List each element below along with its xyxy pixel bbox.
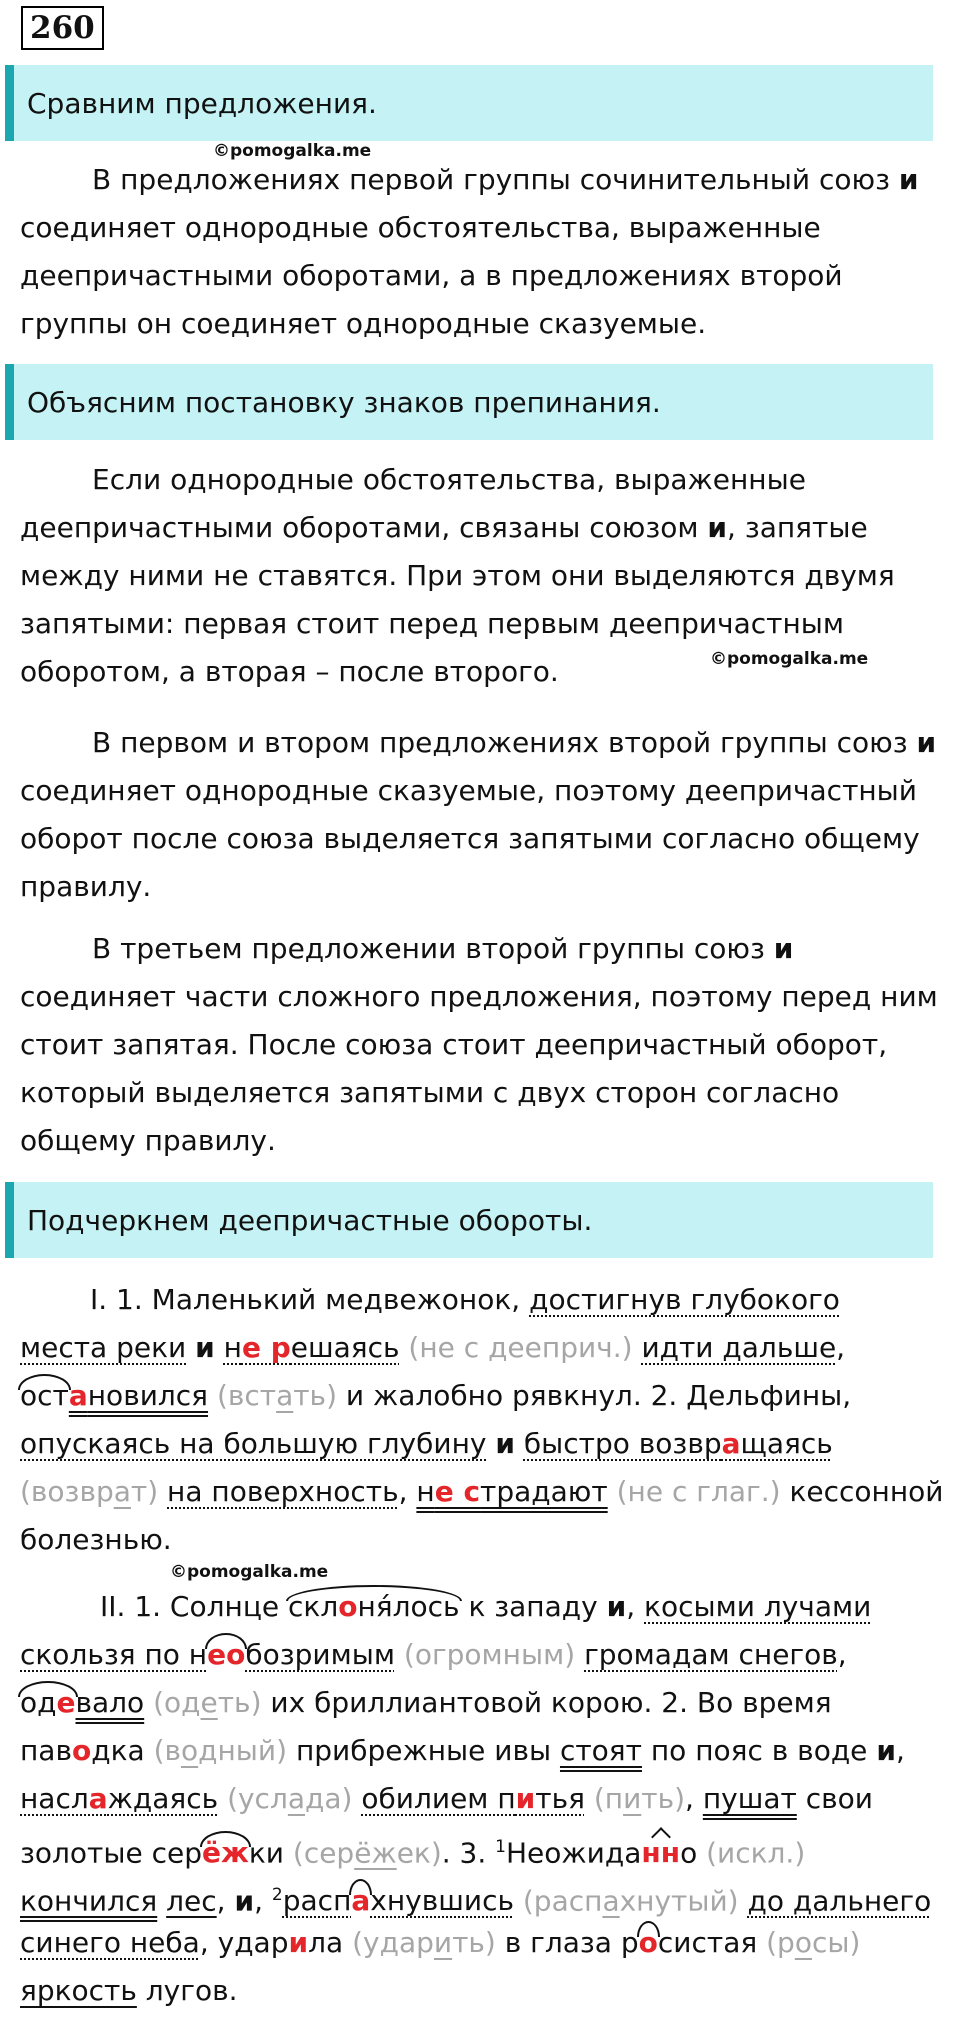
- example-text: ,: [895, 1734, 905, 1767]
- watermark: ©pomogalka.me: [710, 649, 869, 669]
- check-word: (услада): [227, 1782, 353, 1815]
- participle-phrase: опускаясь на большую глубину: [20, 1427, 487, 1460]
- example-text: ,: [685, 1782, 703, 1815]
- participle-phrase: косыми лучами: [644, 1590, 872, 1623]
- check-word: (пить): [593, 1782, 686, 1815]
- example-text: болезнью.: [20, 1523, 172, 1556]
- paragraph-text: В первом и втором предложениях второй группы союз: [92, 726, 917, 759]
- subject-word: яркость: [20, 1974, 137, 2007]
- example-2-line-9: [20, 1967, 960, 2015]
- participle-phrase: быстро возвращаясь: [523, 1427, 833, 1460]
- paragraph-text: Если однородные обстоятельства, выраженные деепричастными оборотами, связаны союзом: [20, 463, 806, 544]
- example-2-line-6: [20, 1823, 960, 1877]
- participle-phrase: достигнув глубокого: [529, 1283, 840, 1316]
- section-header-underline: [5, 1182, 933, 1258]
- paragraph-text: В третьем предложении второй группы союз: [92, 932, 774, 965]
- example-text: ки: [248, 1836, 284, 1870]
- participle-phrase: синего неба: [20, 1926, 200, 1959]
- conjunction-bold: и: [195, 1331, 215, 1364]
- grammar-note: (искл.): [706, 1836, 806, 1870]
- conjunction-bold: и: [876, 1734, 896, 1767]
- check-word: (серёжек): [292, 1836, 442, 1870]
- paragraph-text: соединяет однородные сказуемые, поэтому деепричастный оборот после союза выделяется запятыми согласно общему правилу.: [20, 774, 920, 903]
- example-1-line-1: [90, 1276, 960, 1324]
- conjunction-bold: и: [707, 511, 728, 544]
- check-word: (водный): [153, 1734, 288, 1767]
- example-text: их бриллиантовой корою. 2. Во время: [261, 1686, 832, 1719]
- grammar-note: (не с глаг.): [616, 1475, 781, 1508]
- example-2-line-7: [20, 1871, 960, 1925]
- example-text: II. 1. Солнце: [100, 1590, 289, 1623]
- example-text: ,: [254, 1884, 272, 1918]
- example-text: ,: [216, 1884, 235, 1918]
- grammar-note: (не с дееприч.): [408, 1331, 633, 1364]
- example-text: в глаза р: [495, 1926, 639, 1959]
- sentence-part-number: 1: [495, 1837, 506, 1857]
- predicate-word: остановился: [20, 1379, 208, 1412]
- example-text: Неожида: [506, 1836, 642, 1870]
- check-word: (встать): [216, 1379, 337, 1412]
- example-text: и жалобно рявкнул. 2. Дельфины,: [337, 1379, 852, 1412]
- predicate-word: кончился: [20, 1884, 158, 1918]
- conjunction-bold: и: [495, 1427, 515, 1460]
- example-2-line-2: [20, 1631, 960, 1679]
- example-text: пав: [20, 1734, 72, 1767]
- grammar-note: (огромным): [403, 1638, 576, 1671]
- task-number: 260: [21, 6, 104, 50]
- example-text: по пояс в воде: [641, 1734, 877, 1767]
- check-word: (росы): [766, 1926, 861, 1959]
- predicate-word: стоят: [559, 1734, 642, 1767]
- suffix-highlight: нн: [641, 1829, 680, 1877]
- example-text: ,: [836, 1331, 846, 1364]
- predicate-word: одевало: [20, 1686, 144, 1719]
- section-header-punctuation: [5, 364, 933, 440]
- participle-phrase: наслаждаясь: [20, 1782, 219, 1815]
- participle-phrase: идти дальше: [641, 1331, 837, 1364]
- example-1-line-5: [20, 1468, 960, 1516]
- conjunction-bold: и: [773, 932, 794, 965]
- participle-phrase: громадам снегов: [584, 1638, 838, 1671]
- participle-phrase: не решаясь: [223, 1331, 400, 1364]
- example-text: дка: [91, 1734, 145, 1767]
- example-text: . 3.: [441, 1836, 496, 1870]
- example-2-line-1: [100, 1583, 960, 1631]
- example-1-line-4: [20, 1420, 960, 1468]
- section-header-punctuation-text: Объясним постановку знаков препинания.: [27, 385, 661, 419]
- section-header-underline-text: Подчеркнем деепричастные обороты.: [27, 1203, 593, 1237]
- paragraph-text: , запятые между ними не ставятся. При этом они выделяются двумя запятыми: первая стоит перед первым деепричастным оборотом, а вторая – после второго.: [20, 511, 895, 688]
- word-root: ёж: [202, 1829, 249, 1877]
- conjunction-bold: и: [898, 163, 919, 196]
- paragraph-punctuation-2: [20, 719, 955, 911]
- check-word: (ударить): [352, 1926, 496, 1959]
- example-2-line-5: [20, 1775, 960, 1823]
- example-1-line-6: [20, 1516, 960, 1564]
- example-text: о: [680, 1836, 698, 1870]
- paragraph-punctuation-3: [20, 925, 955, 1165]
- example-text: I. 1. Маленький медвежонок,: [90, 1283, 530, 1316]
- example-text: лугов.: [136, 1974, 238, 2007]
- participle-phrase: распахнувшись: [283, 1884, 514, 1917]
- vowel-highlight: о: [71, 1734, 92, 1767]
- example-text: прибрежные ивы: [287, 1734, 560, 1767]
- section-header-compare-text: Сравним предложения.: [27, 86, 377, 120]
- example-text: , удар: [199, 1926, 289, 1959]
- predicate-word: не страдают: [416, 1475, 608, 1508]
- paragraph-compare: [20, 156, 955, 348]
- example-text: золотые сер: [20, 1836, 202, 1870]
- example-text: ла: [308, 1926, 344, 1959]
- example-2-line-4: [20, 1727, 960, 1775]
- example-text: к западу: [459, 1590, 607, 1623]
- example-2-line-8: [20, 1919, 960, 1967]
- vowel-highlight: о: [639, 1919, 658, 1967]
- example-text: ,: [837, 1638, 847, 1671]
- example-text: кессонной: [780, 1475, 944, 1508]
- subject-word: лес: [166, 1884, 217, 1918]
- predicate-word: склоня́лось: [288, 1590, 460, 1623]
- check-word: (возврат): [20, 1475, 159, 1508]
- participle-phrase: места реки: [20, 1331, 187, 1364]
- participle-phrase: на поверхность: [167, 1475, 399, 1508]
- participle-phrase: до дальнего: [747, 1884, 932, 1918]
- watermark: ©pomogalka.me: [170, 1562, 329, 1582]
- check-word: (распахнутый): [522, 1884, 739, 1918]
- paragraph-text: соединяет части сложного предложения, поэтому перед ним стоит запятая. После союза стоит деепричастный оборот, который выделяется запятыми с двух сторон согласно общему правилу.: [20, 980, 938, 1157]
- example-2-line-3: [20, 1679, 960, 1727]
- example-text: ,: [398, 1475, 417, 1508]
- conjunction-bold: и: [916, 726, 937, 759]
- participle-phrase: обилием питья: [361, 1782, 585, 1815]
- predicate-word: пушат: [702, 1782, 797, 1815]
- paragraph-text: В предложениях первой группы сочинительный союз: [92, 163, 899, 196]
- participle-phrase: скользя по необозримым: [20, 1638, 395, 1671]
- example-1-line-2: [20, 1324, 960, 1372]
- check-word: (одеть): [153, 1686, 262, 1719]
- watermark: ©pomogalka.me: [213, 141, 372, 161]
- example-text: ,: [626, 1590, 645, 1623]
- example-1-line-3: [20, 1372, 960, 1420]
- example-text: свои: [796, 1782, 873, 1815]
- section-header-compare: [5, 65, 933, 141]
- example-text: систая: [657, 1926, 758, 1959]
- conjunction-bold: и: [234, 1884, 255, 1918]
- paragraph-text: соединяет однородные обстоятельства, выраженные деепричастными оборотами, а в предложениях второй группы он соединяет однородные сказуемые.: [20, 211, 843, 340]
- vowel-highlight: и: [288, 1926, 309, 1959]
- conjunction-bold: и: [606, 1590, 627, 1623]
- sentence-part-number: 2: [271, 1885, 283, 1905]
